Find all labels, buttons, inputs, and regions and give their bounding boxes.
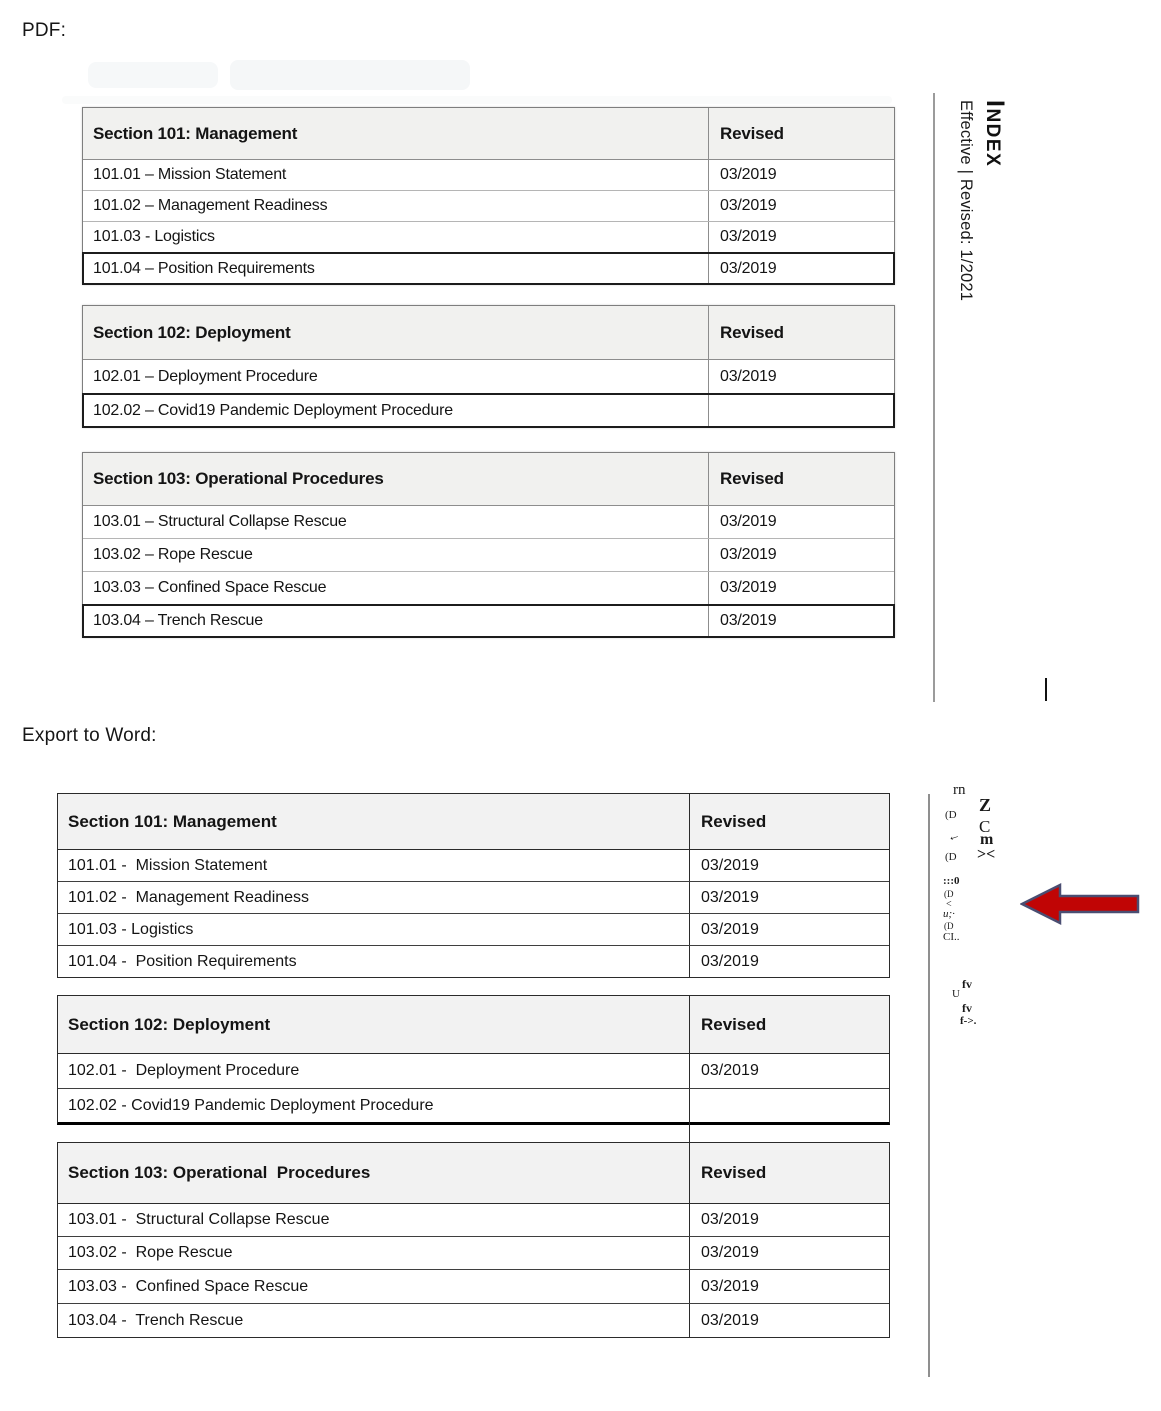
word-table-section-102 bbox=[57, 995, 890, 1125]
pdf-cursor-tick-mark bbox=[1045, 678, 1047, 701]
red-annotation-arrow bbox=[1020, 882, 1142, 926]
table-row bbox=[83, 160, 894, 191]
revised-column-header: Revised bbox=[720, 469, 784, 488]
scan-artifact bbox=[230, 60, 470, 90]
row-revised: 03/2019 bbox=[701, 888, 759, 906]
garbled-text-glyph: CI.. bbox=[943, 931, 960, 943]
pdf-table-section-102 bbox=[82, 305, 895, 428]
row-revised: 03/2019 bbox=[720, 367, 777, 385]
table-header bbox=[58, 996, 889, 1054]
row-label: 102.01 – Deployment Procedure bbox=[83, 360, 709, 393]
pdf-sidebar-divider-line bbox=[933, 93, 935, 702]
pdf-index-title bbox=[980, 100, 1009, 167]
left-arrow-shape bbox=[1022, 885, 1138, 923]
table-row bbox=[58, 914, 889, 946]
row-revised: 03/2019 bbox=[720, 166, 777, 183]
section-title: Section 102: Deployment bbox=[58, 996, 690, 1053]
table-row bbox=[83, 253, 894, 284]
row-revised: 03/2019 bbox=[720, 197, 777, 214]
row-label: 101.01 - Mission Statement bbox=[58, 850, 690, 881]
row-revised: 03/2019 bbox=[701, 952, 759, 970]
table-header bbox=[58, 794, 889, 850]
row-label: 103.03 - Confined Space Rescue bbox=[58, 1270, 690, 1303]
table-header bbox=[83, 453, 894, 506]
table-row bbox=[58, 1237, 889, 1270]
word-table-section-101 bbox=[57, 793, 890, 978]
row-revised: 03/2019 bbox=[720, 259, 777, 277]
left-arrow-icon bbox=[1020, 882, 1142, 926]
table-row bbox=[58, 946, 889, 977]
row-label: 103.04 - Trench Rescue bbox=[58, 1304, 690, 1337]
table-header bbox=[58, 1143, 889, 1204]
table-row bbox=[83, 605, 894, 637]
row-label: 102.01 - Deployment Procedure bbox=[58, 1054, 690, 1088]
row-revised: 03/2019 bbox=[720, 612, 777, 629]
garbled-text-glyph: >< bbox=[977, 846, 996, 863]
row-label: 103.02 - Rope Rescue bbox=[58, 1237, 690, 1269]
row-label: 102.02 - Covid19 Pandemic Deployment Procedure bbox=[58, 1089, 690, 1122]
revised-column-header: Revised bbox=[701, 811, 767, 831]
revised-column-header: Revised bbox=[720, 322, 784, 342]
section-title: Section 103: Operational Procedures bbox=[58, 1143, 690, 1203]
row-revised: 03/2019 bbox=[701, 1311, 759, 1329]
table-row bbox=[58, 882, 889, 914]
table-row bbox=[58, 1204, 889, 1237]
row-label: 103.04 – Trench Rescue bbox=[83, 605, 709, 637]
row-label: 101.03 - Logistics bbox=[83, 222, 709, 252]
garbled-text-glyph: :::0 bbox=[943, 875, 960, 887]
table-row bbox=[58, 1054, 889, 1089]
row-label: 101.02 – Management Readiness bbox=[83, 191, 709, 221]
row-label: 101.04 - Position Requirements bbox=[58, 946, 690, 977]
row-revised: 03/2019 bbox=[701, 1277, 759, 1295]
section-title: Section 103: Operational Procedures bbox=[83, 453, 709, 505]
row-label: 103.03 – Confined Space Rescue bbox=[83, 572, 709, 604]
index-initial: I bbox=[981, 100, 1009, 109]
row-revised: 03/2019 bbox=[701, 1244, 759, 1261]
table-row bbox=[83, 360, 894, 394]
garbled-text-glyph: (D bbox=[944, 889, 954, 899]
table-header bbox=[83, 306, 894, 360]
section-title: Section 102: Deployment bbox=[83, 306, 709, 359]
table-row bbox=[58, 1270, 889, 1304]
row-revised: 03/2019 bbox=[701, 1211, 759, 1228]
scan-artifact bbox=[62, 96, 892, 104]
table-row bbox=[83, 572, 894, 605]
table-row bbox=[83, 506, 894, 539]
pdf-table-section-103 bbox=[82, 452, 895, 638]
row-revised: 03/2019 bbox=[720, 579, 777, 596]
row-label: 101.03 - Logistics bbox=[58, 914, 690, 945]
table-row bbox=[83, 222, 894, 253]
table-row bbox=[58, 1089, 889, 1122]
table-row bbox=[58, 850, 889, 882]
word-sidebar-divider-line bbox=[928, 794, 930, 1377]
row-label: 101.04 – Position Requirements bbox=[83, 253, 709, 284]
revised-column-header: Revised bbox=[720, 123, 784, 143]
garbled-text-glyph: rn bbox=[953, 782, 966, 798]
index-rest: NDEX bbox=[982, 108, 1003, 168]
table-row bbox=[83, 191, 894, 222]
row-revised: 03/2019 bbox=[720, 228, 777, 245]
row-label: 101.02 - Management Readiness bbox=[58, 882, 690, 913]
garbled-text-glyph: (D bbox=[944, 921, 954, 931]
row-label: 103.02 – Rope Rescue bbox=[83, 539, 709, 571]
garbled-text-glyph: fv bbox=[962, 977, 972, 991]
garbled-text-glyph: ← bbox=[945, 826, 962, 845]
scan-artifact bbox=[88, 62, 218, 88]
table-row bbox=[83, 539, 894, 572]
pdf-section-label: PDF: bbox=[22, 20, 67, 41]
table-row bbox=[58, 1304, 889, 1337]
word-section-label: Export to Word: bbox=[22, 725, 157, 746]
garbled-text-glyph: Z bbox=[979, 795, 992, 815]
garbled-text-glyph: (D bbox=[945, 851, 957, 863]
row-revised: 03/2019 bbox=[701, 1062, 759, 1079]
row-label: 102.02 – Covid19 Pandemic Deployment Procedure bbox=[83, 394, 709, 427]
row-revised: 03/2019 bbox=[701, 856, 759, 874]
row-revised: 03/2019 bbox=[720, 513, 777, 530]
garbled-text-glyph: m bbox=[980, 831, 994, 848]
row-revised: 03/2019 bbox=[720, 546, 777, 563]
table-row bbox=[83, 394, 894, 427]
garbled-text-glyph: u;· bbox=[943, 908, 955, 920]
garbled-text-glyph: fv bbox=[962, 1001, 972, 1015]
garbled-text-glyph: f->. bbox=[960, 1015, 977, 1027]
table-header bbox=[83, 108, 894, 160]
garbled-text-glyph: < bbox=[946, 899, 952, 910]
garbled-text-glyph: (D bbox=[945, 809, 957, 821]
pdf-table-section-101 bbox=[82, 107, 895, 285]
pdf-effective-revised-text: Effective | Revised: 1/2021 bbox=[957, 100, 975, 302]
row-label: 103.01 – Structural Collapse Rescue bbox=[83, 506, 709, 538]
garbled-text-glyph: U bbox=[952, 988, 960, 1000]
row-revised: 03/2019 bbox=[701, 920, 759, 938]
row-revised bbox=[709, 394, 894, 427]
revised-column-header: Revised bbox=[701, 1163, 767, 1182]
row-label: 101.01 – Mission Statement bbox=[83, 160, 709, 190]
word-broken-cell-divider bbox=[689, 1122, 690, 1142]
revised-column-header: Revised bbox=[701, 1014, 767, 1034]
section-title: Section 101: Management bbox=[58, 794, 690, 849]
row-revised bbox=[690, 1089, 889, 1122]
row-label: 103.01 - Structural Collapse Rescue bbox=[58, 1204, 690, 1236]
section-title: Section 101: Management bbox=[83, 108, 709, 159]
garbled-text-glyph: C bbox=[979, 817, 991, 836]
word-table-section-103 bbox=[57, 1142, 890, 1338]
